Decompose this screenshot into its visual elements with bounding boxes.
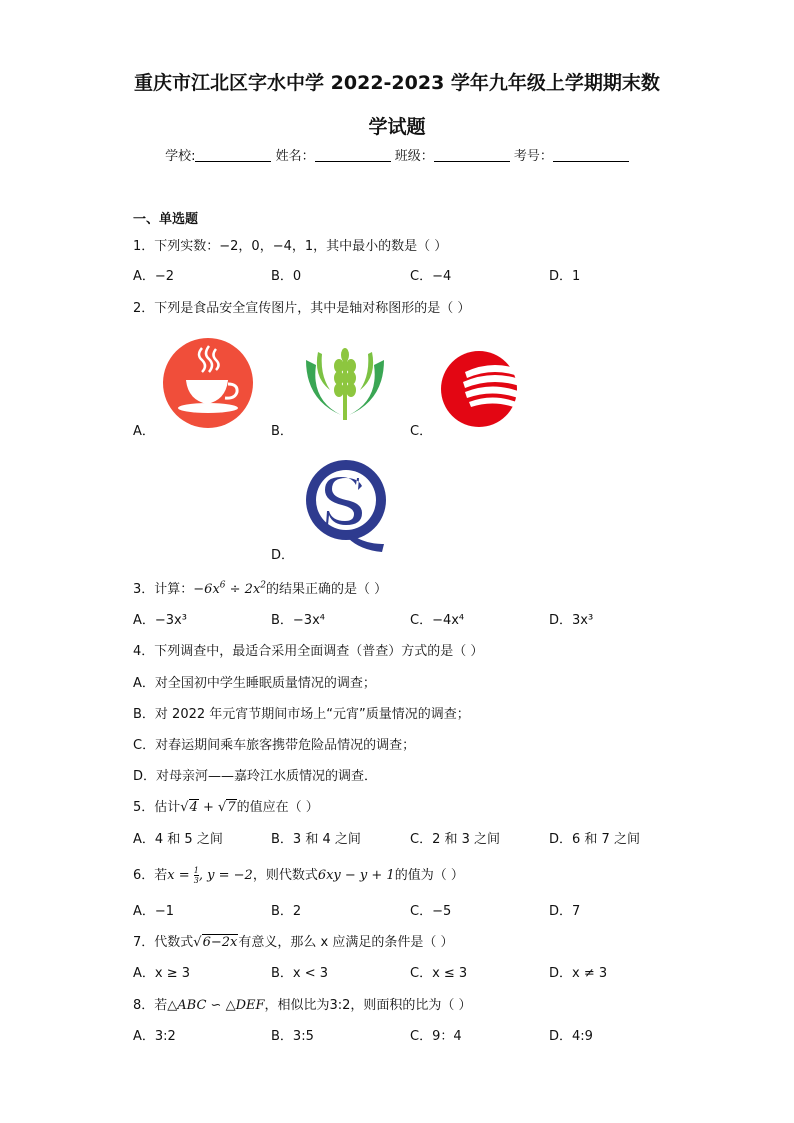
q5-expression: √4 + √7: [180, 800, 236, 815]
q3-option-a: A．−3x³: [133, 613, 187, 628]
q7-option-b: B．x < 3: [271, 966, 329, 981]
q8-option-d: D．4:9: [549, 1029, 593, 1044]
q8-stem-suffix: ，相似比为3:2，则面积的比为（ ）: [264, 998, 472, 1013]
q5-option-b: B．3 和 4 之间: [271, 832, 361, 847]
wheat-logo: [296, 330, 394, 426]
q1-option-a: A．−2: [133, 269, 175, 284]
student-info-row: [0, 145, 794, 164]
q4-option-a: A．对全国初中学生睡眠质量情况的调查；: [133, 676, 376, 691]
q6-option-c: C．−5: [410, 904, 452, 919]
q1-option-c: C．−4: [410, 269, 452, 284]
q8-option-a: A．3:2: [133, 1029, 176, 1044]
q7-option-d: D．x ≠ 3: [549, 966, 608, 981]
red-circle-logo: [441, 350, 531, 428]
q8-option-c: C．9：4: [410, 1029, 462, 1044]
q5-option-d: D．6 和 7 之间: [549, 832, 640, 847]
page-title: 重庆市江北区字水中学 2022-2023 学年九年级上学期期末数: [134, 72, 660, 94]
q3-expression: $-6x^6 \div 2x^2$: [193, 580, 267, 597]
q6-option-a: A．−1: [133, 904, 175, 919]
q1-option-b: B．0: [271, 269, 302, 284]
q6-stem-prefix: 6．若: [133, 868, 168, 883]
class-label: 班级：: [394, 149, 434, 164]
q6-expression: 6xy − y + 1: [317, 868, 395, 883]
coffee-cup-logo: [162, 338, 254, 428]
number-label: 考号：: [513, 149, 553, 164]
q7-option-a: A．x ≥ 3: [133, 966, 191, 981]
q4-option-c: C．对春运期间乘车旅客携带危险品情况的调查；: [133, 738, 416, 753]
q2-option-d: D．: [271, 548, 295, 563]
q8-option-b: B．3:5: [271, 1029, 314, 1044]
name-label: 姓名：: [275, 149, 315, 164]
q4-option-d: D．对母亲河——嘉玲江水质情况的调查．: [133, 769, 378, 784]
q2-stem: 2．下列是食品安全宣传图片，其中是轴对称图形的是（ ）: [133, 301, 471, 316]
q7-option-c: C．x ≤ 3: [410, 966, 468, 981]
q4-option-b: B．对 2022 年元宵节期间市场上“元宵”质量情况的调查；: [133, 707, 470, 722]
q4-stem: 4．下列调查中，最适合采用全面调查（普查）方式的是（ ）: [133, 644, 484, 659]
q5-stem-suffix: 的值应在（ ）: [236, 800, 319, 815]
q2-option-b: B．: [271, 424, 293, 439]
q5-stem-prefix: 5．估计: [133, 800, 181, 815]
school-label: 学校:: [165, 149, 196, 164]
q3-option-c: C．−4x⁴: [410, 613, 465, 628]
q5-option-c: C．2 和 3 之间: [410, 832, 501, 847]
q3-option-d: D．3x³: [549, 613, 594, 628]
q6-option-b: B．2: [271, 904, 302, 919]
q7-stem-prefix: 7．代数式: [133, 935, 194, 950]
q3-stem-suffix: 的结果正确的是（ ）: [266, 582, 388, 597]
q8-expression: △ABC ∽ △DEF: [167, 998, 265, 1013]
q6-stem-suffix: 的值为（ ）: [394, 868, 464, 883]
q5-option-a: A．4 和 5 之间: [133, 832, 223, 847]
q1-stem: 1．下列实数：−2，0，−4，1，其中最小的数是（ ）: [133, 239, 448, 254]
number-blank[interactable]: [553, 149, 629, 162]
q3-stem-prefix: 3．计算：: [133, 582, 194, 597]
q3-option-b: B．−3x⁴: [271, 613, 325, 628]
q3-stem: [133, 578, 387, 597]
q1-option-d: D．1: [549, 269, 581, 284]
q6-stem: [133, 864, 464, 885]
q7-expression: √6−2x: [193, 935, 238, 950]
q6-condition: x = $\frac{1}{3}$, y = −2: [167, 866, 253, 885]
q8-stem: [133, 994, 472, 1013]
q6-option-d: D．7: [549, 904, 581, 919]
section-heading: 一、单选题: [133, 212, 199, 227]
q6-stem-middle: ，则代数式: [252, 868, 318, 883]
school-blank[interactable]: [195, 149, 271, 162]
q5-stem: [133, 796, 319, 815]
name-blank[interactable]: [315, 149, 391, 162]
class-blank[interactable]: [434, 149, 510, 162]
q7-stem: [133, 931, 453, 950]
qs-logo: [304, 458, 388, 554]
q2-option-c: C．: [410, 424, 433, 439]
page-title-continued: 学试题: [368, 116, 426, 138]
q8-stem-prefix: 8．若: [133, 998, 168, 1013]
q7-stem-suffix: 有意义，那么 x 应满足的条件是（ ）: [238, 935, 454, 950]
q2-option-a: A．: [133, 424, 155, 439]
